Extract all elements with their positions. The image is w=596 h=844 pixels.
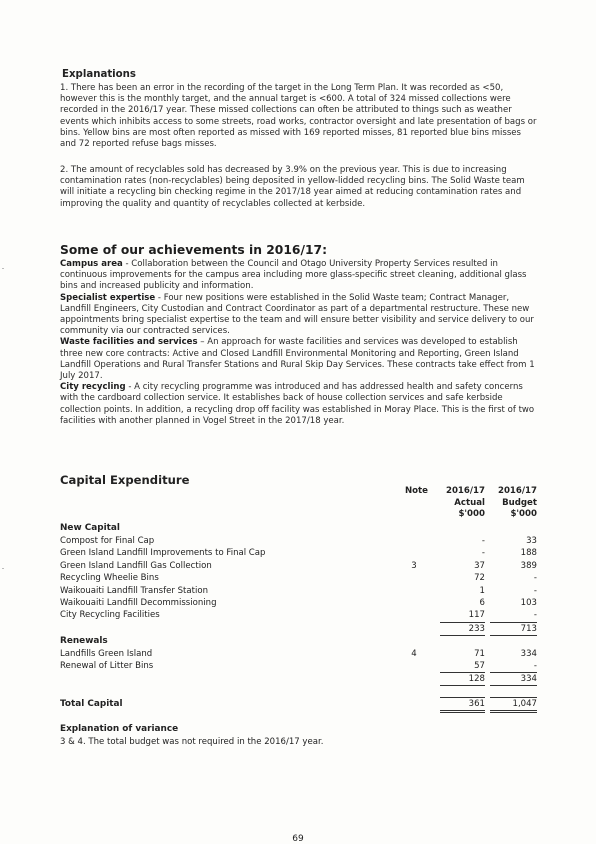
row-actual: - xyxy=(481,536,485,546)
total-rule xyxy=(490,712,537,713)
row-actual: 37 xyxy=(474,560,485,571)
achievements-list xyxy=(60,259,540,427)
row-budget: 103 xyxy=(520,598,537,608)
row-budget: - xyxy=(533,585,537,596)
row-label: Waikouaiti Landfill Decommissioning xyxy=(60,598,217,608)
achievement-text: Collaboration between the Council and Otago University Property Services resulted in continuous improvements for the campus area including more glass-specific street cleaning, additional glass bins and increased publicity and information. xyxy=(60,259,527,292)
row-budget: 188 xyxy=(520,548,537,559)
new-capital-heading: New Capital xyxy=(60,523,120,533)
achievement-item: Waste facilities and services – An approach for waste facilities and services was developed to establish three new core contracts: Active and Closed Landfill Environmental Monitoring and Reporting, Green Island Landfill Operations and Rural Transfer Stations and Rural Skip Day Services. These contracts take effect from 1 July 2017. xyxy=(60,337,535,382)
capex-title: Capital Expenditure xyxy=(60,473,190,487)
total-capital-label: Total Capital xyxy=(60,699,123,709)
row-note: 3 xyxy=(411,560,417,571)
subtotal-rule xyxy=(440,635,485,636)
table-row xyxy=(60,547,538,560)
row-budget: - xyxy=(533,661,537,672)
achievement-heading: Waste facilities and services xyxy=(60,337,198,348)
achievement-text: An approach for waste facilities and services was developed to establish three new core contracts: Active and Closed Landfill Environmental Monitoring and Reporting, Green Island Landfill Operations and Rural Transfer Stations and Rural Skip Day Services. These contracts take effect from 1 July 2017. xyxy=(60,337,535,382)
total-rule xyxy=(440,712,485,713)
row-actual: 71 xyxy=(474,649,485,659)
new-capital-subtotal-budget: 713 xyxy=(520,624,537,634)
row-budget: 389 xyxy=(520,560,537,571)
table-row xyxy=(60,585,538,598)
variance-text: 3 & 4. The total budget was not required in the 2016/17 year. xyxy=(60,737,324,747)
renewals-heading: Renewals xyxy=(60,636,108,646)
row-label: Green Island Landfill Gas Collection xyxy=(60,560,212,571)
achievement-text: Four new positions were established in the Solid Waste team; Contract Manager, Landfill Engineers, City Custodian and Contract Coordinator as part of a departmental restructure. These new appointments bring specialist expertise to the team and will ensure better visibility and service delivery to our community via our contracted services. xyxy=(60,292,534,337)
column-header-actual: 2016/17 Actual $'000 xyxy=(445,486,485,519)
total-rule xyxy=(490,710,537,711)
explanations-heading: Explanations xyxy=(62,69,136,80)
table-row xyxy=(60,560,538,573)
page-number: 69 xyxy=(292,834,304,844)
renewals-subtotal-row xyxy=(60,673,538,686)
row-actual: 72 xyxy=(474,573,485,584)
row-label: Landfills Green Island xyxy=(60,649,153,659)
achievement-heading: Specialist expertise xyxy=(60,292,156,303)
row-label: City Recycling Facilities xyxy=(60,610,160,621)
achievement-heading: City recycling xyxy=(60,382,126,393)
achievement-item: Specialist expertise - Four new positions were established in the Solid Waste team; Contract Manager, Landfill Engineers, City Custodian and Contract Coordinator as part of a departmental restructure. These new appointments bring specialist expertise to the team and will ensure better visibility and service delivery to our community via our contracted services. xyxy=(60,292,534,337)
renewals-subtotal-budget: 334 xyxy=(520,674,537,684)
subtotal-rule xyxy=(440,685,485,686)
subtotal-rule xyxy=(490,635,537,636)
achievements-title: Some of our achievements in 2016/17: xyxy=(60,243,328,257)
scan-margin-mark xyxy=(2,568,4,569)
achievement-item: City recycling - A city recycling programme was introduced and has addressed health and safety concerns with the cardboard collection service. It establishes back of house collection services and safe kerbside collection points. In addition, a recycling drop off facility was established in Moray Place. This is the first of two facilities with another planned in Vogel Street in the 2017/18 year. xyxy=(60,382,535,426)
achievement-item: Campus area - Collaboration between the Council and Otago University Property Services resulted in continuous improvements for the campus area including more glass-specific street cleaning, additional glass bins and increased publicity and information. xyxy=(60,259,527,292)
row-budget: - xyxy=(533,610,537,621)
table-row xyxy=(60,535,538,548)
row-note: 4 xyxy=(411,649,417,659)
explanation-paragraph-2: 2. The amount of recyclables sold has decreased by 3.9% on the previous year. This is due to increasing contamination rates (non-recyclables) being deposited in yellow-lidded recycling bins. The Solid Waste team will initiate a recycling bin checking regime in the 2017/18 year aimed at reducing contamination rates and improving the quality and quantity of recyclables collected at kerbside. xyxy=(60,165,525,209)
row-budget: - xyxy=(533,573,537,584)
row-label: Green Island Landfill Improvements to Final Cap xyxy=(60,548,266,559)
explanation-paragraph-1: 1. There has been an error in the recording of the target in the Long Term Plan. It was recorded as <50, however this is the monthly target, and the annual target is <600. A total of 324 missed collections were recorded in the 2016/17 year. These missed collections can often be attributed to things such as weather events which inhibits access to some streets, road works, contractor oversight and late presentation of bags or bins. Yellow bins are most often reported as missed with 169 reported misses, 81 reported blue bins misses and 72 reported refuse bags misses. xyxy=(60,83,537,150)
column-header-budget: 2016/17 Budget $'000 xyxy=(497,486,537,519)
variance-heading: Explanation of variance xyxy=(60,724,179,734)
table-row xyxy=(60,597,538,610)
row-label: Compost for Final Cap xyxy=(60,536,155,546)
total-capital-budget: 1,047 xyxy=(512,699,537,709)
row-actual: - xyxy=(481,548,485,559)
table-row xyxy=(60,572,538,585)
row-actual: 57 xyxy=(474,661,485,672)
subtotal-rule xyxy=(490,685,537,686)
row-actual: 117 xyxy=(468,610,485,621)
table-row xyxy=(60,609,538,622)
row-label: Waikouaiti Landfill Transfer Station xyxy=(60,585,209,596)
total-capital-row xyxy=(60,698,538,711)
column-header-note: Note xyxy=(404,486,428,496)
achievement-text: A city recycling programme was introduced and has addressed health and safety concerns with the cardboard collection service. It establishes back of house collection services and safe kerbside collection points. In addition, a recycling drop off facility was established in Moray Place. This is the first of two facilities with another planned in Vogel Street in the 2017/18 year. xyxy=(60,382,535,426)
row-budget: 334 xyxy=(520,649,537,659)
row-actual: 1 xyxy=(479,585,485,596)
new-capital-subtotal-row xyxy=(60,623,538,636)
row-label: Recycling Wheelie Bins xyxy=(60,573,159,584)
row-actual: 6 xyxy=(479,598,485,608)
renewals-subtotal-actual: 128 xyxy=(468,674,485,684)
table-row xyxy=(60,648,538,661)
new-capital-subtotal-actual: 233 xyxy=(468,624,485,634)
scan-margin-mark xyxy=(2,268,4,269)
achievement-heading: Campus area xyxy=(60,259,123,269)
total-capital-actual: 361 xyxy=(468,699,485,709)
row-budget: 33 xyxy=(526,536,537,546)
total-rule xyxy=(440,710,485,711)
row-label: Renewal of Litter Bins xyxy=(60,661,154,672)
